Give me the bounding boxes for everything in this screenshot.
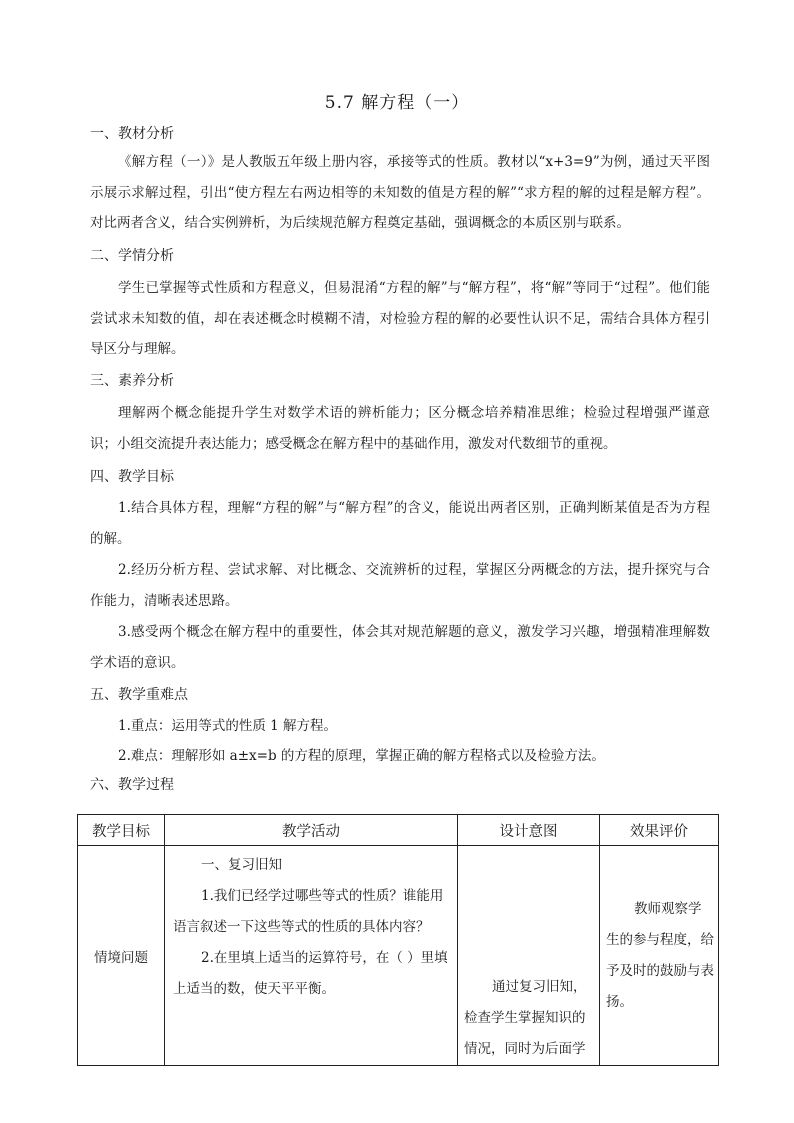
section-heading-key-points: 五、教学重难点 (90, 687, 188, 703)
table-header-row (78, 815, 719, 846)
evaluation-cell (600, 846, 719, 1066)
teaching-process-table (77, 814, 719, 1066)
table-header-cell: 教学活动 (165, 815, 458, 846)
activity-question-1: 1.我们已经学过哪些等式的性质？谁能用语言叙述一下这些等式的性质的具体内容？ (173, 888, 444, 935)
activity-cell (165, 846, 458, 1066)
table-header-cell: 效果评价 (600, 815, 719, 846)
section-text-student-analysis: 学生已掌握等式性质和方程意义，但易混淆“方程的解”与“解方程”，将“解”等同于“过程”。他们能尝试求未知数的值，却在表述概念时模糊不清，对检验方程的解的必要性认识不足，需结合具体方程引导区分与理解。 (90, 280, 710, 357)
section-text-textbook-analysis: 《解方程（一）》是人教版五年级上册内容，承接等式的性质。教材以“x+3=9”为例，通过天平图示展示求解过程，引出“使方程左右两边相等的未知数的值是方程的解”“求方程的解的过程是解方程”。对比两者含义，结合实例辨析，为后续规范解方程奠定基础，强调概念的本质区别与联系。 (90, 154, 710, 231)
table-header-cell: 教学目标 (78, 815, 165, 846)
teaching-goal-1: 1.结合具体方程，理解“方程的解”与“解方程”的含义，能说出两者区别，正确判断某值是否为方程的解。 (90, 500, 710, 547)
evaluation-text: 教师观察学生的参与程度，给予及时的鼓励与表扬。 (606, 900, 714, 1010)
goal-cell: 情境问题 (78, 846, 165, 1066)
section-heading-literacy-analysis: 三、素养分析 (90, 373, 174, 389)
section-heading-teaching-goals: 四、教学目标 (90, 469, 174, 485)
section-heading-teaching-process: 六、教学过程 (90, 777, 174, 793)
intent-cell (458, 846, 600, 1066)
teaching-goal-2: 2.经历分析方程、尝试求解、对比概念、交流辨析的过程，掌握区分两概念的方法，提升探究与合作能力，清晰表述思路。 (90, 562, 710, 609)
table-header-cell: 设计意图 (458, 815, 600, 846)
key-point: 1.重点：运用等式的性质 1 解方程。 (118, 718, 338, 734)
section-text-literacy-analysis: 理解两个概念能提升学生对数学术语的辨析能力；区分概念培养精准思维；检验过程增强严谨意识；小组交流提升表达能力；感受概念在解方程中的基础作用，激发对代数细节的重视。 (90, 405, 710, 452)
section-heading-student-analysis: 二、学情分析 (90, 248, 174, 264)
intent-text: 通过复习旧知，检查学生掌握知识的情况，同时为后面学 (464, 979, 587, 1057)
activity-question-2: 2.在里填上适当的运算符号，在（ ）里填上适当的数，使天平平衡。 (173, 950, 448, 997)
section-heading-textbook-analysis: 一、教材分析 (90, 126, 174, 142)
teaching-goal-3: 3.感受两个概念在解方程中的重要性，体会其对规范解题的意义，激发学习兴趣，增强精准理解数学术语的意识。 (90, 624, 710, 671)
activity-title: 一、复习旧知 (201, 857, 282, 873)
table-row (78, 846, 719, 1066)
difficult-point: 2.难点：理解形如 a±x=b 的方程的原理，掌握正确的解方程格式以及检验方法。 (118, 748, 605, 764)
page-title: 5.7 解方程（一） (324, 93, 470, 113)
